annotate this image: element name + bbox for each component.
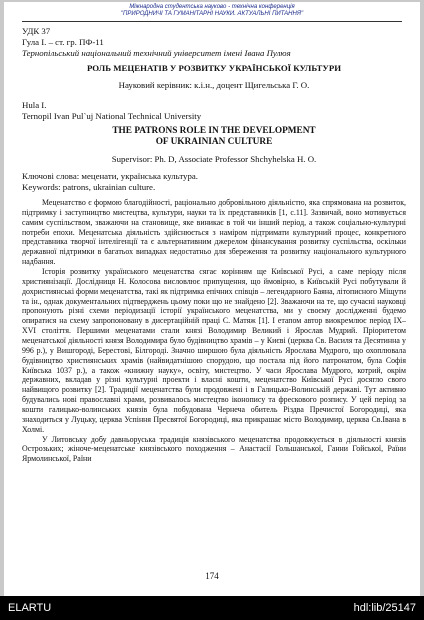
conference-name: Міжнародна студентська науково - технічна конференція [129,4,295,10]
title-en-line1: THE PATRONS ROLE IN THE DEVELOPMENT [112,126,316,136]
paragraph-3: У Литовську добу давньоруська традиція князівського меценатства продовжується в діяльності князів Острозьких; жіноче-меценатське князівського походження – Анастасії Гольшанської, Ганни Гойської, Раїни Ярмолинської, Раїни [22,434,406,464]
article-body [22,26,406,464]
repository-footer [0,596,424,620]
page-number: 174 [205,571,219,581]
author-uk: Гула І. – ст. гр. ПФ-11 [22,37,104,47]
paragraph-1: Меценатство є формою благодійності, раціонально добровільною діяльністю, яка спрямована на розвиток, підтримку і заступництво мистецтва, культури, науки та їх представників [1, с.11]. Зазвичай, воно мотивується самим суспільством, зважаючи на становище, яке виникає в той чи інший період, а також соціально-культурні потреби епохи. Меценатська діяльність здійснюється з наміром підтримати культурний процес, конкретного представника творчої інтелігенції та є альтернативним джерелом фінансування розвитку суспільства, оскільки державної підтримки в багатьох випадках недостатньо для збереження та розвитку національного культурного надбання. [22,198,406,267]
title-en [22,126,406,148]
affiliation-en: Ternopil Ivan Pul`uj National Technical University [22,111,202,121]
udk-code: УДК 37 [22,26,51,36]
handle-link[interactable]: hdl:lib/25147 [353,602,416,614]
supervisor-en: Supervisor: Ph. D, Associate Professor Shchyhelska H. O. [111,154,317,164]
header-divider [22,21,402,22]
title-en-line2: OF UKRAINIAN CULTURE [155,137,273,147]
conference-title: "ПРИРОДНИЧІ ТА ГУМАНІТАРНІ НАУКИ. АКТУАЛЬНІ ПИТАННЯ" [120,11,304,17]
keywords-en: Keywords: patrons, ukrainian culture. [22,182,156,192]
keywords-uk: Ключові слова: меценати, українська культура. [22,171,198,181]
title-uk: РОЛЬ МЕЦЕНАТІВ У РОЗВИТКУ УКРАЇНСЬКОЇ КУЛЬТУРИ [86,63,342,73]
supervisor-uk: Науковий керівник: к.і.н., доцент Щигельська Г. О. [118,80,310,90]
repository-name: ELARTU [8,602,52,614]
main-text [22,198,406,464]
conference-header [56,4,368,18]
paragraph-2: Історія розвитку українського меценатства сягає корінням ще Київської Русі, а саме періоду після християнізації. Дослідниця Н. Колосова висловлює припущення, що ймовірно, в Київській Русі побутували й дохристиянські форми меценатства, такі як підтримка епічних співців – легендарного Баяна, літописного Міщути та ін., однак документальних підтверджень цьому поки що не знайдено [2]. Зважаючи на те, що сучасні науковці пропонують різні схеми періодизації історії українського меценатства, ми у своєму дослідженні будемо опиратися на схему запропоновану в дисертаційній праці С. Матяж [1]. І етапом автор виокремлює період ІХ–ХVІ століття. Першими меценатами стали князі Володимир Великий і Ярослав Мудрий. Пріоритетом меценатської діяльності князя Володимира було будівництво храмів – у Києві (церква Св. Василя та Десятинна у 996 р.), у Вишгороді, Берестові, Білгороді. Значно ширшою була діяльність Ярослава Мудрого, що охоплювала будівництво християнських храмів (найвидатнішою спорудою, що постала під його патронатом, була Софія Київська 1037 р.), а також «книжну науку», освіту, мистецтво. У часи Ярослава Мудрого, котрий, окрім державних, вкладав у різні культурні проекти і власні кошти, меценатство Київської Русі досягло свого найвищого розвитку [2]. Традиції меценатства були продовжені і в Галицько-Волинській державі. Тут активно будувались нові православні храми, розвивалось мистецтво іконопису та фрескового розпису. У цей період за кошти галицько-волинських князів була побудована Чернеча обитель Різдва Пречистої Богородиці, яка знаходиться у Луцьку, церква Успіння Пресвятої Богородиці, яка прикрашає місто Володимир, церква Св.Івана в Холмі. [22,267,406,434]
author-en: Hula I. [22,100,47,110]
affiliation-uk: Тернопільський національний технічний університет імені Івана Пулюя [22,48,291,58]
document-page [4,2,420,596]
